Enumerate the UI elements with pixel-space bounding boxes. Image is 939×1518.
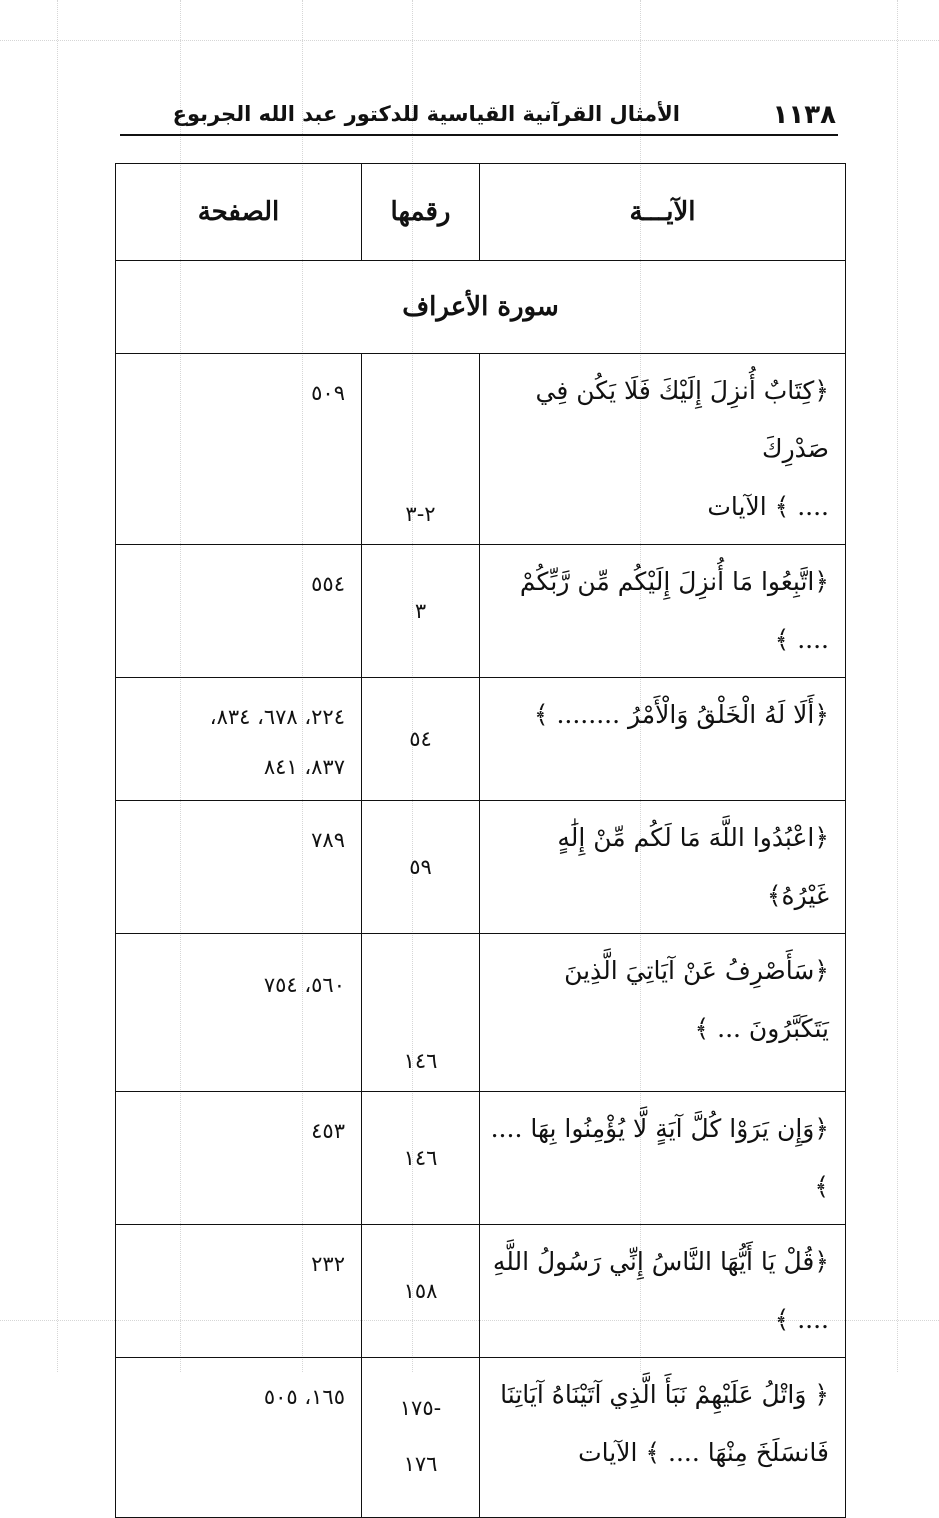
ayah-number: ٣ xyxy=(414,599,427,623)
ayah-number-cell xyxy=(362,934,480,1092)
ayah-number-cell xyxy=(362,1358,480,1518)
table-row xyxy=(116,1358,846,1518)
page-number: ١١٣٨ xyxy=(772,100,836,130)
page-refs-cell xyxy=(116,1092,362,1225)
page-refs-cell xyxy=(116,934,362,1092)
ayah-number-cell xyxy=(362,545,480,678)
surah-title-row xyxy=(116,261,846,354)
page-refs: ٨٣٧، ٨٤١ xyxy=(263,755,345,779)
ayah-text: ﴿سَأَصْرِفُ عَنْ آيَاتِيَ الَّذِينَ xyxy=(564,956,829,985)
ayah-number: ٥٩ xyxy=(409,855,432,879)
ayah-text: يَتَكَبَّرُونَ ... ﴾ xyxy=(694,1014,829,1043)
ayah-cell xyxy=(480,1358,846,1518)
ayah-cell xyxy=(480,801,846,934)
ayah-text: ﴿اعْبُدُوا اللَّهَ مَا لَكُم مِّنْ إِلَٰهٍ غَيْرُهُ﴾ xyxy=(557,823,829,910)
ayah-text: فَانسَلَخَ مِنْهَا .... ﴾ الآيات xyxy=(578,1438,829,1467)
ayah-cell xyxy=(480,678,846,801)
ayah-number-cell xyxy=(362,1092,480,1225)
ayah-text: ﴿ وَاتْلُ عَلَيْهِمْ نَبَأَ الَّذِي آتَيْنَاهُ آيَاتِنَا xyxy=(500,1380,829,1409)
scan-guide-line xyxy=(57,0,58,1372)
table-row xyxy=(116,1225,846,1358)
page-refs-cell xyxy=(116,1225,362,1358)
page-refs: ٢٢٤، ٦٧٨، ٨٣٤، xyxy=(209,705,345,729)
ayah-number: ١٤٦ xyxy=(403,1146,438,1170)
ayah-number: ١٧٦ xyxy=(403,1452,438,1476)
ayah-text: ﴿كِتَابٌ أُنزِلَ إِلَيْكَ فَلَا يَكُن فِي صَدْرِكَ xyxy=(535,376,829,463)
page-refs: ٢٣٢ xyxy=(311,1252,345,1276)
table-row xyxy=(116,545,846,678)
ayah-number-cell xyxy=(362,678,480,801)
page-refs: ٤٥٣ xyxy=(311,1119,345,1143)
column-header-page xyxy=(116,164,362,261)
column-header-ayah xyxy=(480,164,846,261)
ayah-number-cell xyxy=(362,1225,480,1358)
column-header-number xyxy=(362,164,480,261)
page-refs-cell xyxy=(116,545,362,678)
ayah-number: ٢-٣ xyxy=(405,502,436,526)
page-refs: ٥٦٠، ٧٥٤ xyxy=(263,973,345,997)
table-row xyxy=(116,934,846,1092)
page-refs: ٧٨٩ xyxy=(311,828,345,852)
ayah-cell xyxy=(480,934,846,1092)
table-row xyxy=(116,801,846,934)
ayah-text: ﴿وَإِن يَرَوْا كُلَّ آيَةٍ لَّا يُؤْمِنُوا بِهَا .... ﴾ xyxy=(490,1114,829,1201)
ayah-cell xyxy=(480,354,846,545)
header-rule xyxy=(120,134,838,136)
table-header-row xyxy=(116,164,846,261)
page-refs-cell xyxy=(116,1358,362,1518)
ayah-text: ﴿أَلَا لَهُ الْخَلْقُ وَالْأَمْرُ ........ ﴾ xyxy=(533,700,829,729)
page-refs-cell xyxy=(116,801,362,934)
ayah-text: .... ﴾ الآيات xyxy=(707,492,829,521)
column-header-page-label: الصفحة xyxy=(197,197,280,227)
ayah-index-table xyxy=(115,163,846,1518)
column-header-number-label: رقمها xyxy=(390,197,451,227)
page-refs-cell xyxy=(116,354,362,545)
ayah-number-cell xyxy=(362,801,480,934)
scan-guide-line xyxy=(0,40,939,41)
ayah-number: ١٤٦ xyxy=(403,1049,438,1073)
ayah-number: -١٧٥ xyxy=(399,1396,442,1420)
page-header xyxy=(120,100,840,134)
ayah-number-cell xyxy=(362,354,480,545)
table-row xyxy=(116,354,846,545)
table-row xyxy=(116,678,846,801)
running-title: الأمثال القرآنية القياسية للدكتور عبد الله الجربوع xyxy=(172,102,680,126)
page-refs: ٥٥٤ xyxy=(311,572,345,596)
surah-title: سورة الأعراف xyxy=(116,261,846,354)
ayah-text: ﴿اتَّبِعُوا مَا أُنزِلَ إِلَيْكُم مِّن رَّبِّكُمْ .... ﴾ xyxy=(519,567,829,654)
table-row xyxy=(116,1092,846,1225)
page-refs: ٥٠٩ xyxy=(311,381,345,405)
page-refs-cell xyxy=(116,678,362,801)
page-refs: ١٦٥، ٥٠٥ xyxy=(263,1385,345,1409)
ayah-text: ﴿قُلْ يَا أَيُّهَا النَّاسُ إِنِّي رَسُولُ اللَّهِ .... ﴾ xyxy=(492,1247,829,1334)
column-header-ayah-label: الآيـــة xyxy=(629,197,696,227)
ayah-cell xyxy=(480,1225,846,1358)
scan-guide-line xyxy=(897,0,898,1372)
ayah-number: ١٥٨ xyxy=(403,1279,438,1303)
ayah-number: ٥٤ xyxy=(409,727,432,751)
ayah-cell xyxy=(480,545,846,678)
ayah-cell xyxy=(480,1092,846,1225)
